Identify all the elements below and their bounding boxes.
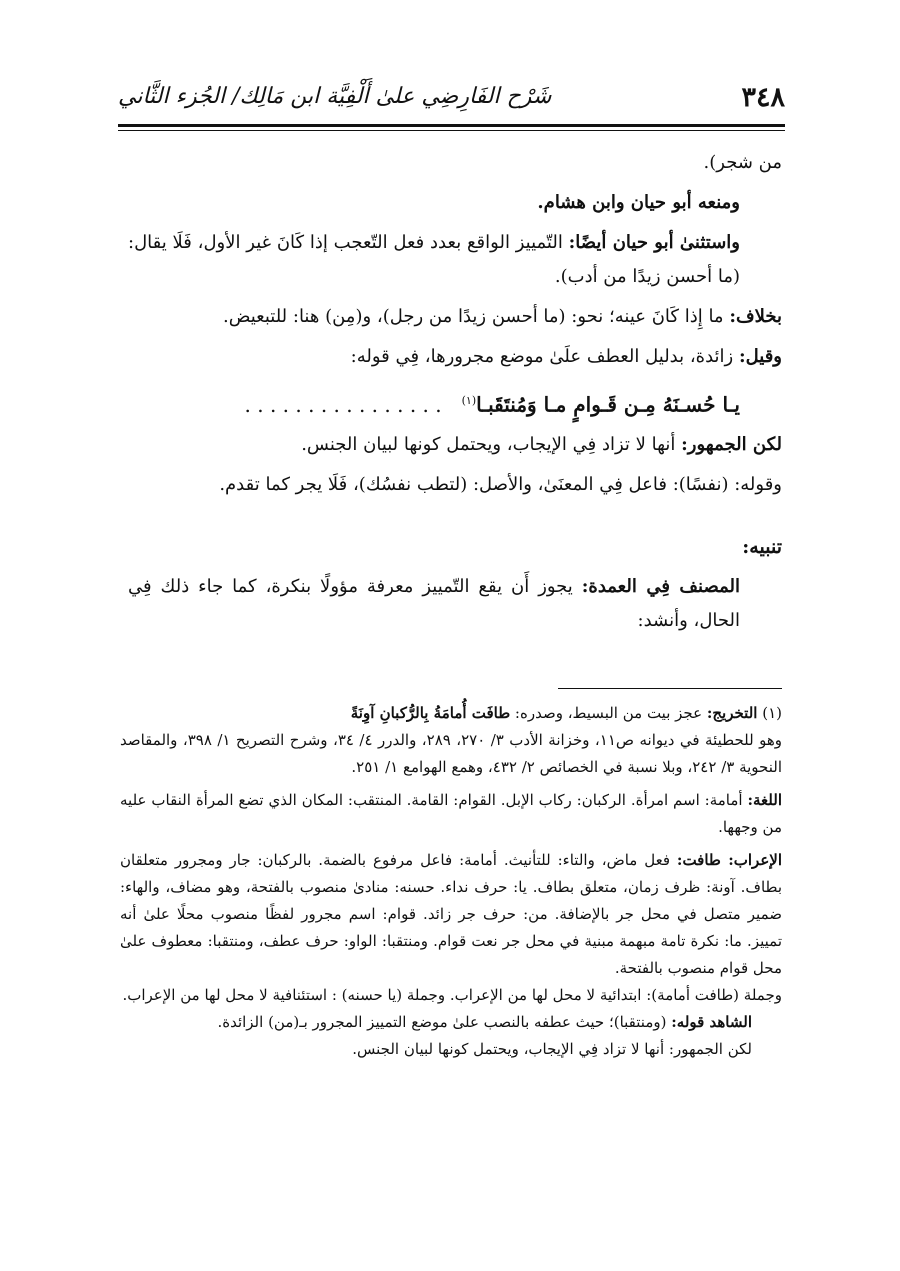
footnote-irab: الإعراب: طافت: فعل ماض، والتاء: للتأنيث. أمامة: فاعل مرفوع بالضمة. بالركبان: جار ومجرور متعلقان بطاف. آونة: ظرف زمان، متعلق بطاف. يا: حرف نداء. حسنه: منادىٰ منصوب بالفتحة، وهو مضاف، والهاء: ضمير متصل في محل جر بالإضافة. من: حرف جر زائد. قوام: اسم مجرور لفظًا منصوب محلًا علىٰ أنه تمييز. ما: نكرة تامة مبهمة مبنية في محل جر نعت قوام. ومنتقبا: الواو: حرف عطف، ومنتقبا: معطوف علىٰ محل قوام منصوب بالفتحة. [120,851,782,977]
paragraph-7: وقوله: (نفسًا): فاعل فِي المعنَىٰ، والأصل: (لتطب نفسُك)، فَلَا يجر كما تقدم. [219,473,782,495]
verse-dots: . . . . . . . . . . . . . . . . [244,392,442,417]
tanbih-heading: تنبيه: [742,535,782,558]
footnote-sources: وهو للحطيئة في ديوانه ص١١، وخزانة الأدب ٣/ ٢٧٠، ٢٨٩، والدرر ٤/ ٣٤، وشرح التصريح ١/ ٣٩٨، والمقاصد النحوية ٣/ ٢٤٢، وبلا نسبة في الخصائص ٢/ ٤٣٢، وهمع الهوامع ١/ ٢٥١. [120,731,783,776]
footnotes [120,700,782,1063]
running-title: شَرْح الفَارِضِي علىٰ أَلْفِيَّة ابن مَالِك/ الجُزء الثَّاني [118,84,552,109]
page-header [118,78,785,118]
footnote-takhrij: (١) التخريج: عجز بيت من البسيط، وصدره: طافَت أُمامَةُ بِالرُّكبانِ آوِنَةً [350,704,782,722]
header-rule-thick [118,124,785,127]
paragraph-1: من شجر). [703,152,782,173]
footnote-lugha: اللغة: أمامة: اسم امرأة. الركبان: ركاب الإبل. القوام: القامة. المنتقب: المكان الذي تضع المرأة النقاب عليه من وجهها. [120,791,782,836]
paragraph-4: بخلاف: ما إِذا كَانَ عينه؛ نحو: (ما أحسن زيدًا من رجل)، و(مِن) هنا: للتبعيض. [222,306,782,327]
footnote-ref-1[interactable]: (١) [461,394,477,407]
footnote-separator [558,688,782,689]
paragraph-5: وقيل: زائدة، بدليل العطف علَىٰ موضع مجرورها، فِي قوله: [350,346,782,367]
footnote-jumla: وجملة (طافت أمامة): ابتدائية لا محل لها من الإعراب. وجملة (يا حسنه) : استئنافية لا محل لها من الإعراب. [122,986,782,1004]
header-rule-thin [118,130,785,131]
paragraph-6: لكن الجمهور: أنها لا تزاد فِي الإيجاب، ويحتمل كونها لبيان الجنس. [301,433,782,455]
paragraph-2: ومنعه أبو حيان وابن هشام. [537,192,740,213]
footnote-shahid: الشاهد قوله: (ومنتقبا)؛ حيث عطفه بالنصب علىٰ موضع التمييز المجرور بـ(من) الزائدة. [217,1013,752,1031]
page-number: ٣٤٨ [741,82,785,113]
paragraph-3: واستثنىٰ أبو حيان أيضًا: التّمييز الواقع بعدد فعل التّعجب إذا كَانَ غير الأول، فَلَا يقال: (ما أحسن زيدًا من أدب). [128,232,740,287]
main-text [128,146,782,638]
footnote-jumhur: لكن الجمهور: أنها لا تزاد فِي الإيجاب، ويحتمل كونها لبيان الجنس. [352,1040,752,1058]
paragraph-8: المصنف فِي العمدة: يجوز أَن يقع التّمييز معرفة مؤولًا بنكرة، كما جاء ذلك فِي الحال، وأنشد: [128,575,740,631]
verse-line: يـا حُسـنَهُ مِـن قَـوامٍ مـا وَمُنتَقَبـا$^{(١)}$. . . . . . . . . . . . . . . . [244,392,740,417]
